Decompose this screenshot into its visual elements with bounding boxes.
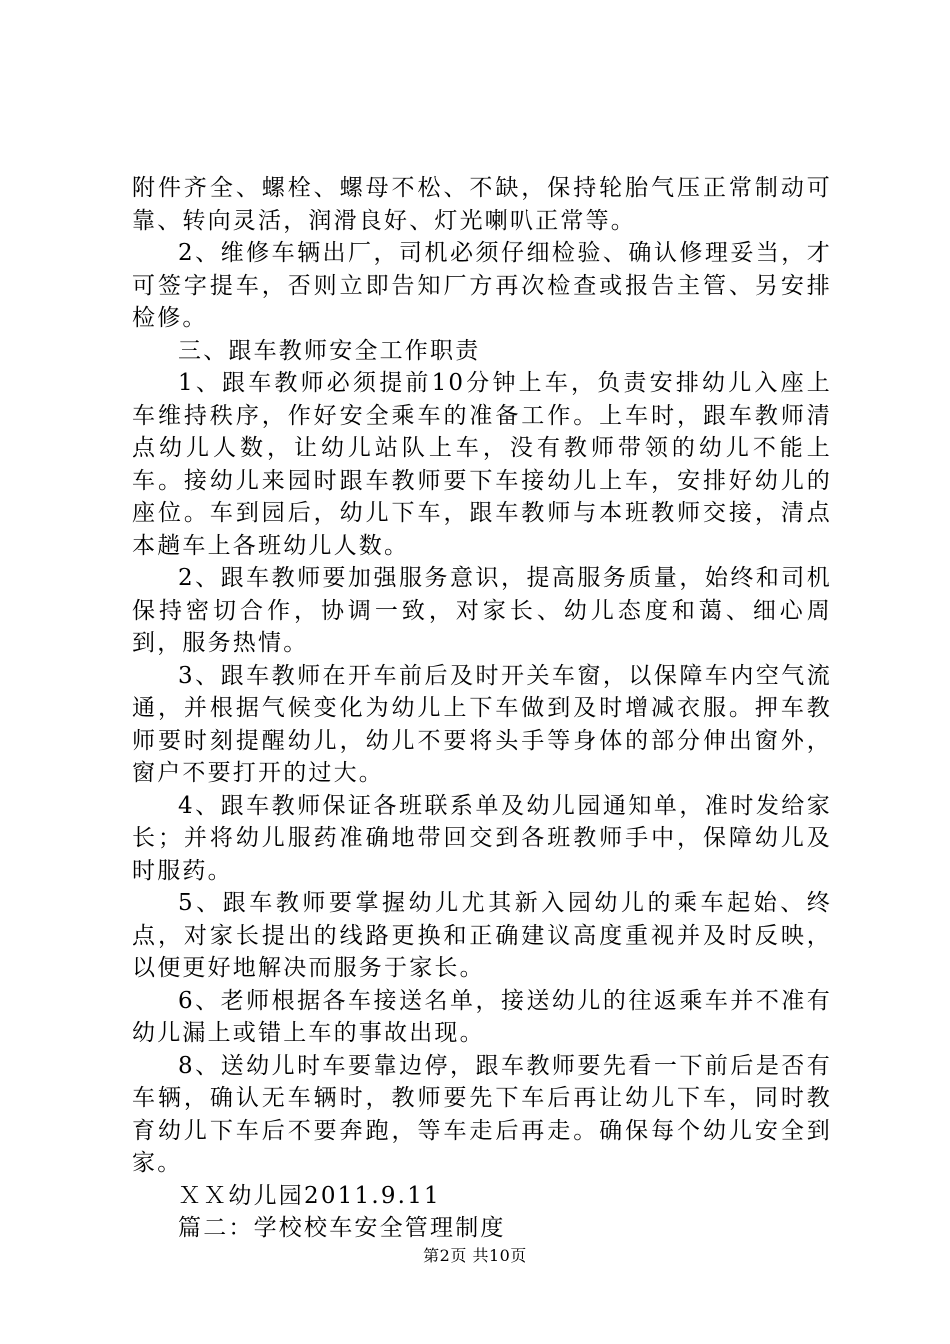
paragraph-duty-8: 8、送幼儿时车要靠边停，跟车教师要先看一下前后是否有车辆，确认无车辆时，教师要先下车后再让幼儿下车，同时教育幼儿下车后不要奔跑，等车走后再走。确保每个幼儿安全到家。: [132, 1052, 832, 1176]
paragraph-continued: 附件齐全、螺栓、螺母不松、不缺，保持轮胎气压正常制动可靠、转向灵活，润滑良好、灯光喇叭正常等。: [132, 175, 832, 234]
paragraph-duty-2: 2、跟车教师要加强服务意识，提高服务质量，始终和司机保持密切合作，协调一致，对家长、幼儿态度和蔼、细心周到，服务热情。: [132, 565, 832, 656]
section-heading-teacher-duties: 三、跟车教师安全工作职责: [178, 337, 481, 364]
paragraph-duty-5: 5、跟车教师要掌握幼儿尤其新入园幼儿的乘车起始、终点，对家长提出的线路更换和正确建议高度重视并及时反映，以便更好地解决而服务于家长。: [132, 890, 832, 981]
paragraph-repair-vehicle: 2、维修车辆出厂，司机必须仔细检验、确认修理妥当，才可签字提车，否则立即告知厂方再次检查或报告主管、另安排检修。: [132, 240, 832, 331]
paragraph-duty-1: 1、跟车教师必须提前10分钟上车，负责安排幼儿入座上车维持秩序，作好安全乘车的准备工作。上车时，跟车教师清点幼儿人数，让幼儿站队上车，没有教师带领的幼儿不能上车。接幼儿来园时跟车教师要下车接幼儿上车，安排好幼儿的座位。车到园后，幼儿下车，跟车教师与本班教师交接，清点本趟车上各班幼儿人数。: [132, 370, 832, 559]
paragraph-duty-6: 6、老师根据各车接送名单，接送幼儿的往返乘车并不准有幼儿漏上或错上车的事故出现。: [132, 987, 832, 1046]
section-heading-part-two: 篇二：学校校车安全管理制度: [178, 1215, 506, 1241]
signature-date: ＸＸ幼儿园2011.9.11: [178, 1182, 441, 1209]
document-body: [132, 172, 832, 1245]
page-number-footer: 第2页 共10页: [423, 1246, 527, 1265]
paragraph-duty-4: 4、跟车教师保证各班联系单及幼儿园通知单，准时发给家长；并将幼儿服药准确地带回交到各班教师手中，保障幼儿及时服药。: [132, 792, 832, 884]
paragraph-duty-3: 3、跟车教师在开车前后及时开关车窗，以保障车内空气流通，并根据气候变化为幼儿上下车做到及时增减衣服。押车教师要时刻提醒幼儿，幼儿不要将头手等身体的部分伸出窗外，窗户不要打开的过大。: [132, 662, 832, 786]
